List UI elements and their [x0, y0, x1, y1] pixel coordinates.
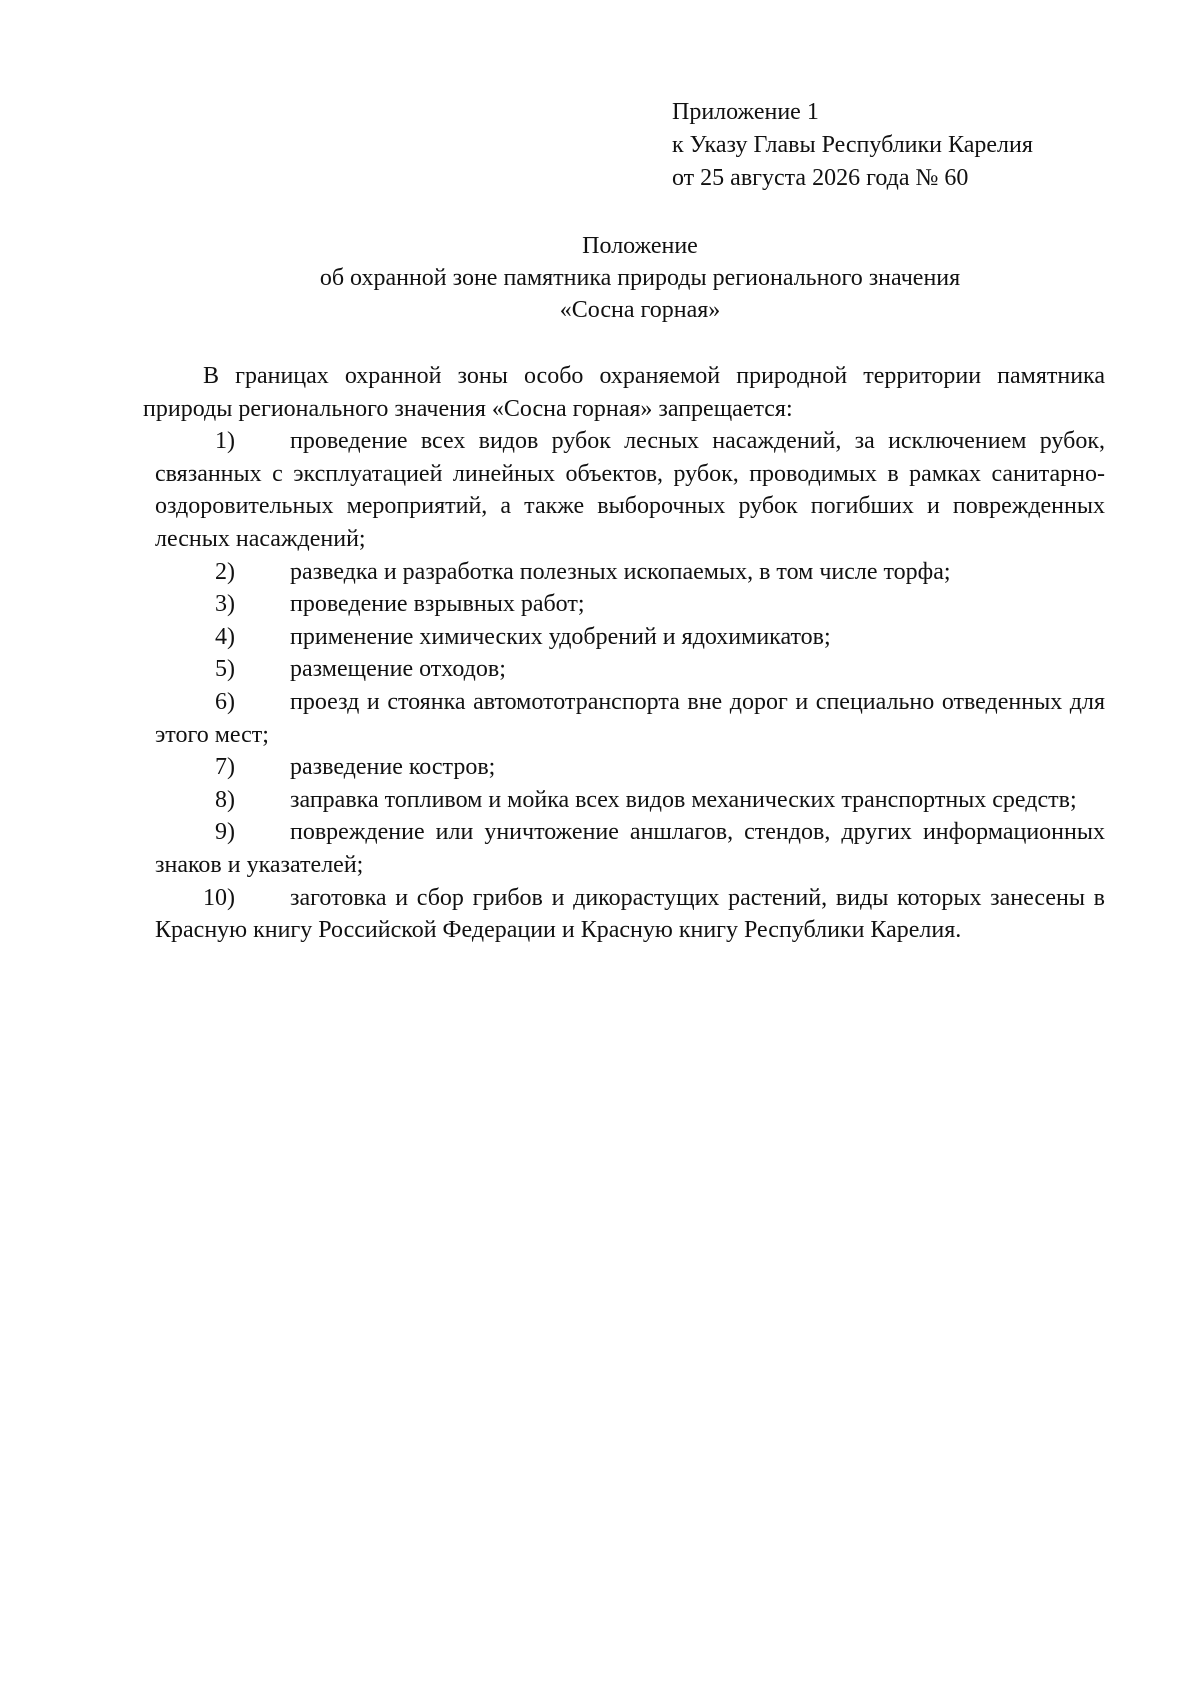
- list-item-text: разведение костров;: [290, 754, 496, 781]
- list-item-text: заготовка и сбор грибов и дикорастущих растений, виды которых занесены в Красную книгу Российской Федерации и Красную книгу Республики Карелия.: [155, 884, 1105, 944]
- document-heading: [140, 230, 1140, 326]
- appendix-line-2: к Указу Главы Республики Карелия: [672, 132, 1033, 158]
- heading-line-2: об охранной зоне памятника природы регионального значения: [319, 265, 961, 291]
- list-item-text: повреждение или уничтожение аншлагов, стендов, других информационных знаков и указателей;: [155, 819, 1105, 878]
- list-item: [155, 653, 1105, 686]
- list-item: [155, 588, 1105, 621]
- list-item-number: 9): [215, 819, 235, 846]
- list-item: [155, 882, 1105, 947]
- heading-line-1: Положение: [582, 233, 698, 259]
- list-item: [155, 686, 1105, 751]
- list-item-number: 10): [203, 884, 235, 911]
- list-item-number: 4): [215, 623, 235, 650]
- list-item-number: 7): [215, 754, 235, 781]
- appendix-line-3: от 25 августа 2026 года № 60: [672, 165, 969, 191]
- list-item-number: 2): [215, 558, 235, 585]
- list-item: [155, 425, 1105, 555]
- list-item-text: размещение отходов;: [290, 656, 506, 683]
- list-item-text: заправка топливом и мойка всех видов механических транспортных средств;: [290, 786, 1077, 813]
- document-body: [143, 360, 1105, 947]
- list-item-text: проведение взрывных работ;: [290, 591, 585, 618]
- list-item-number: 6): [215, 688, 235, 715]
- list-item-number: 3): [215, 591, 235, 618]
- prohibitions-list: [155, 425, 1105, 947]
- list-item-number: 8): [215, 786, 235, 813]
- appendix-block: [672, 96, 1112, 195]
- list-item: [155, 784, 1105, 817]
- list-item-number: 1): [215, 428, 235, 455]
- intro-paragraph: В границах охранной зоны особо охраняемой природной территории памятника природы регионального значения «Сосна горная» запрещается:: [143, 363, 1105, 422]
- list-item-number: 5): [215, 656, 235, 683]
- list-item-text: применение химических удобрений и ядохимикатов;: [290, 623, 831, 650]
- list-item-text: разведка и разработка полезных ископаемых, в том числе торфа;: [290, 558, 951, 585]
- list-item: [155, 751, 1105, 784]
- list-item: [155, 556, 1105, 589]
- list-item-text: проведение всех видов рубок лесных насаждений, за исключением рубок, связанных с эксплуатацией линейных объектов, рубок, проводимых в рамках санитарно-оздоровительных мероприятий, а также выборочных рубок погибших и поврежденных лесных насаждений;: [155, 428, 1105, 552]
- list-item: [155, 816, 1105, 881]
- list-item-text: проезд и стоянка автомототранспорта вне дорог и специально отведенных для этого мест;: [155, 688, 1105, 748]
- appendix-line-1: Приложение 1: [672, 99, 819, 125]
- list-item: [155, 621, 1105, 654]
- heading-line-3: «Сосна горная»: [559, 297, 721, 323]
